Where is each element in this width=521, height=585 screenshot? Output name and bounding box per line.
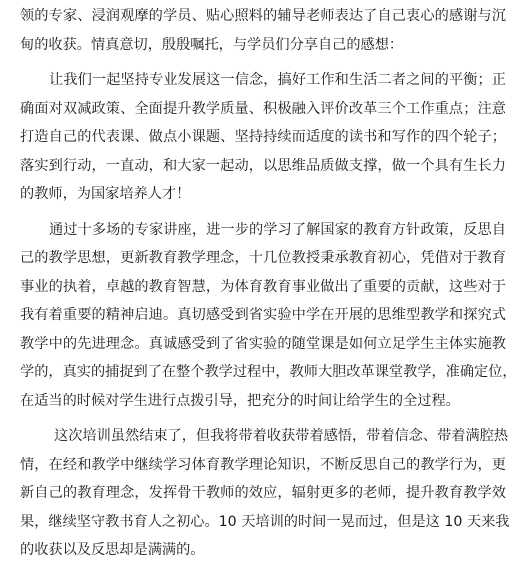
text-line: 事业的执着，卓越的教育智慧，为体育教育事业做出了重要的贡献，这些对于 — [20, 278, 506, 295]
text-line: 确面对双减政策、全面提升教学质量、积极融入评价改革三个工作重点；注意 — [20, 100, 506, 117]
text-line: 这次培训虽然结束了，但我将带着收获带着感悟，带着信念、带着满腔热 — [54, 428, 509, 444]
paragraph-lectures — [20, 216, 517, 416]
document-page — [20, 0, 517, 565]
text-line: 我有着重要的精神启迪。真切感受到省实验中学在开展的思维型教学和探究式 — [20, 307, 506, 323]
text-line: 的教师，为国家培养人才！ — [20, 186, 191, 202]
text-line: 通过十多场的专家讲座，进一步的学习了解国家的教育方针政策，反思自 — [49, 221, 506, 238]
text-line: 的收获以及反思却是满满的。 — [20, 542, 205, 558]
text-line: 甸的收获。情真意切，殷殷嘱托，与学员们分享自己的感想： — [20, 36, 404, 53]
text-line: 打造自己的代表课、做点小课题、坚持持续而适度的读书和写作的四个轮子； — [20, 129, 506, 145]
text-line: 己的教学思想，更新教育教学理念，十几位教授秉承教育初心，凭借对于教育 — [20, 250, 506, 266]
text-line: 教学中的先进理念。真诚感受到了省实验的随堂课是如何立足学生主体实施教 — [20, 335, 506, 352]
text-line: 果，继续坚守教书育人之初心。10 天培训的时间一晃而过，但是这 10 天来我 — [20, 513, 510, 530]
paragraph-conclusion — [20, 422, 510, 565]
text-line: 学的，真实的捕捉到了在整个教学过程中，教师大胆改革课堂教学，准确定位， — [20, 364, 517, 380]
text-line: 落实到行动，一直动，和大家一起动，以思维品质做支撑，做一个具有生长力 — [20, 157, 506, 174]
text-line: 新自己的教育理念，发挥骨干教师的效应，辐射更多的老师，提升教育教学效 — [20, 485, 506, 501]
text-line: 情，在经和教学中继续学习体育教学理论知识，不断反思自己的教学行为，更 — [20, 456, 506, 473]
text-line: 让我们一起坚持专业发展这一信念，搞好工作和生活二者之间的平衡；正 — [49, 72, 506, 88]
paragraph-gratitude — [20, 2, 506, 59]
text-line: 领的专家、浸润观摩的学员、贴心照料的辅导老师表达了自己衷心的感谢与沉 — [20, 8, 506, 24]
text-line: 在适当的时候对学生进行点拨引导，把充分的时间让给学生的全过程。 — [20, 392, 460, 409]
paragraph-expectations — [20, 66, 506, 209]
